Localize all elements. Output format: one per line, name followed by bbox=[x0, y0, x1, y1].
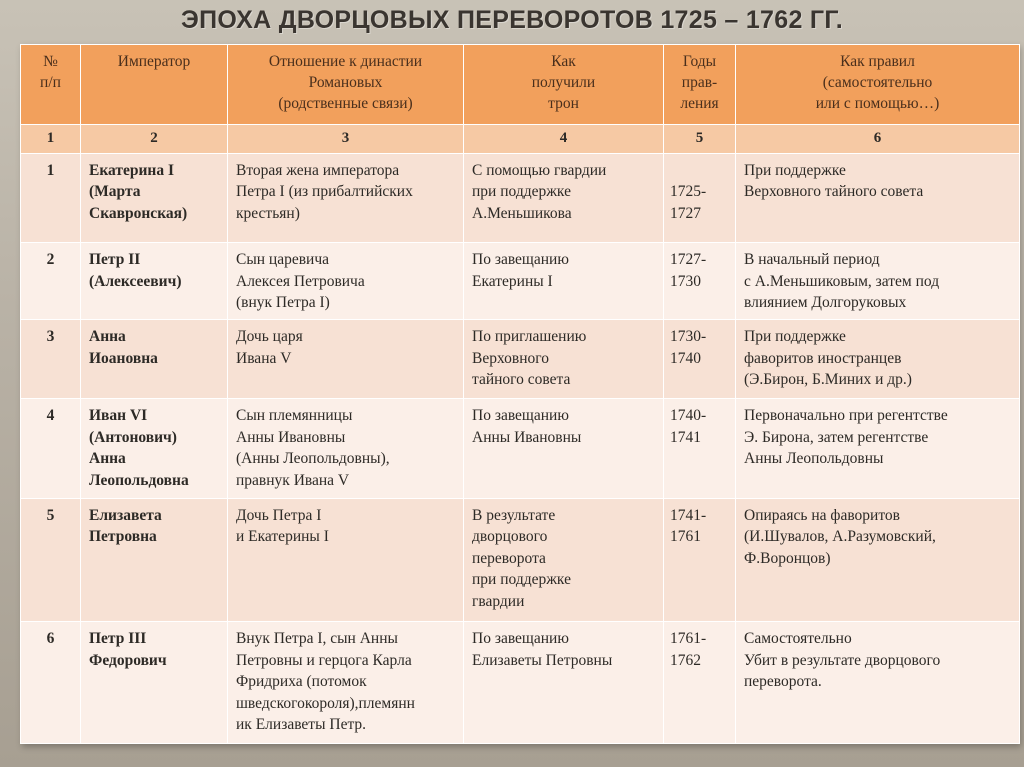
table-row bbox=[21, 399, 1020, 498]
header-num: № п/п bbox=[21, 45, 81, 125]
header-emperor: Император bbox=[81, 45, 228, 125]
header-row bbox=[21, 45, 1020, 125]
years-cell: 1740- 1741 bbox=[664, 399, 736, 498]
table-row bbox=[21, 622, 1020, 744]
years-cell: 1741- 1761 bbox=[664, 498, 736, 622]
column-number: 2 bbox=[81, 125, 228, 154]
emperor-cell: Елизавета Петровна bbox=[81, 498, 228, 622]
column-number-row bbox=[21, 125, 1020, 154]
table-row bbox=[21, 243, 1020, 320]
throne-cell: По приглашению Верховного тайного совета bbox=[464, 320, 664, 399]
column-number: 3 bbox=[228, 125, 464, 154]
row-number: 6 bbox=[21, 622, 81, 744]
table-row bbox=[21, 153, 1020, 242]
years-cell: 1761- 1762 bbox=[664, 622, 736, 744]
rule-cell: Самостоятельно Убит в результате дворцового переворота. bbox=[736, 622, 1020, 744]
column-number: 4 bbox=[464, 125, 664, 154]
column-number: 6 bbox=[736, 125, 1020, 154]
emperor-cell: Петр III Федорович bbox=[81, 622, 228, 744]
emperor-cell: Екатерина I (Марта Скавронская) bbox=[81, 153, 228, 242]
years-cell: 1730- 1740 bbox=[664, 320, 736, 399]
rule-cell: При поддержке Верховного тайного совета bbox=[736, 153, 1020, 242]
row-number: 3 bbox=[21, 320, 81, 399]
column-number: 5 bbox=[664, 125, 736, 154]
header-relation: Отношение к династии Романовых (родственные связи) bbox=[228, 45, 464, 125]
emperor-cell: Анна Иоановна bbox=[81, 320, 228, 399]
row-number: 4 bbox=[21, 399, 81, 498]
slide-title: ЭПОХА ДВОРЦОВЫХ ПЕРЕВОРОТОВ 1725 – 1762 ГГ. bbox=[181, 6, 843, 34]
throne-cell: По завещанию Анны Ивановны bbox=[464, 399, 664, 498]
rule-cell: Первоначально при регентстве Э. Бирона, затем регентстве Анны Леопольдовны bbox=[736, 399, 1020, 498]
emperor-cell: Иван VI (Антонович) Анна Леопольдовна bbox=[81, 399, 228, 498]
relation-cell: Вторая жена императора Петра I (из прибалтийских крестьян) bbox=[228, 153, 464, 242]
header-years: Годы прав- ления bbox=[664, 45, 736, 125]
table-row bbox=[21, 498, 1020, 622]
table-row bbox=[21, 320, 1020, 399]
header-rule: Как правил (самостоятельно или с помощью…) bbox=[736, 45, 1020, 125]
rulers-table bbox=[20, 44, 1020, 744]
rule-cell: При поддержке фаворитов иностранцев (Э.Бирон, Б.Миних и др.) bbox=[736, 320, 1020, 399]
throne-cell: В результате дворцового переворота при поддержке гвардии bbox=[464, 498, 664, 622]
throne-cell: По завещанию Елизаветы Петровны bbox=[464, 622, 664, 744]
relation-cell: Сын царевича Алексея Петровича (внук Петра I) bbox=[228, 243, 464, 320]
rule-cell: Опираясь на фаворитов (И.Шувалов, А.Разумовский, Ф.Воронцов) bbox=[736, 498, 1020, 622]
throne-cell: С помощью гвардии при поддержке А.Меньшикова bbox=[464, 153, 664, 242]
relation-cell: Дочь царя Ивана V bbox=[228, 320, 464, 399]
throne-cell: По завещанию Екатерины I bbox=[464, 243, 664, 320]
relation-cell: Внук Петра I, сын Анны Петровны и герцога Карла Фридриха (потомок шведскогокороля),племянн ик Елизаветы Петр. bbox=[228, 622, 464, 744]
emperor-cell: Петр II (Алексеевич) bbox=[81, 243, 228, 320]
row-number: 5 bbox=[21, 498, 81, 622]
header-throne: Как получили трон bbox=[464, 45, 664, 125]
years-cell: 1725- 1727 bbox=[664, 153, 736, 242]
years-cell: 1727- 1730 bbox=[664, 243, 736, 320]
rule-cell: В начальный период с А.Меньшиковым, затем под влиянием Долгоруковых bbox=[736, 243, 1020, 320]
rulers-table-wrapper bbox=[20, 44, 1019, 744]
row-number: 2 bbox=[21, 243, 81, 320]
column-number: 1 bbox=[21, 125, 81, 154]
relation-cell: Сын племянницы Анны Ивановны (Анны Леопольдовны), правнук Ивана V bbox=[228, 399, 464, 498]
relation-cell: Дочь Петра I и Екатерины I bbox=[228, 498, 464, 622]
row-number: 1 bbox=[21, 153, 81, 242]
